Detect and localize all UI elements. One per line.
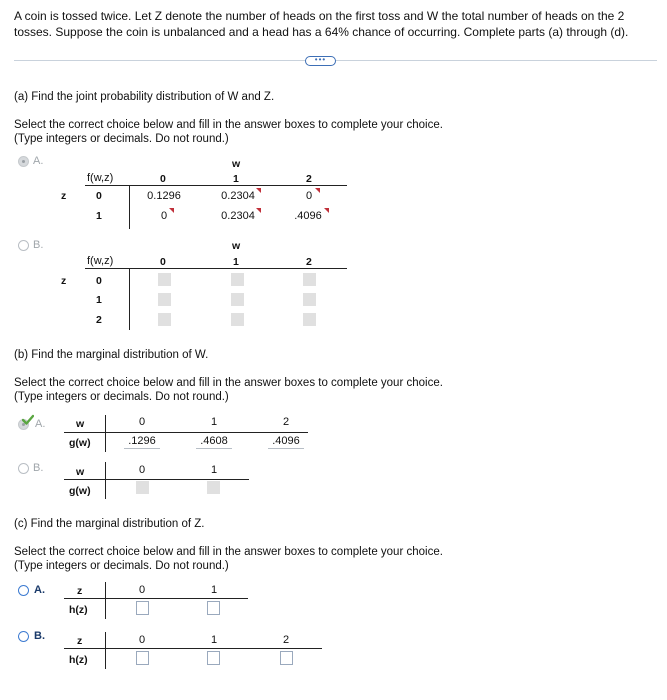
table-vrule — [105, 582, 106, 619]
part-a-instruction-2: (Type integers or decimals. Do not round.) — [14, 133, 229, 145]
part-b-option-b-radio[interactable] — [18, 463, 29, 474]
answer-value: 0 — [160, 210, 168, 222]
answer-cell[interactable] — [216, 209, 260, 223]
answer-value: 0 — [305, 190, 313, 202]
answer-value: 0.2304 — [221, 210, 255, 222]
part-b-instruction: Select the correct choice below and fill in the answer boxes to complete your choice. — [14, 377, 443, 389]
part-a-option-b-label: B. — [33, 239, 44, 251]
answer-box[interactable] — [231, 313, 244, 326]
w-value-0: 0 — [139, 416, 146, 428]
w-value-2: 2 — [306, 256, 312, 268]
answer-box[interactable] — [158, 313, 171, 326]
part-c-option-b-radio[interactable] — [18, 631, 29, 642]
part-b-option-a-label: A. — [35, 418, 46, 430]
answer-box[interactable] — [207, 651, 220, 665]
z-variable-label: z — [77, 585, 83, 597]
answer-box[interactable] — [158, 293, 171, 306]
part-b-option-b-label: B. — [33, 462, 44, 474]
z-value-2: 2 — [96, 314, 102, 326]
answer-value: .4096 — [272, 435, 300, 447]
w-value-0: 0 — [139, 464, 146, 476]
hz-label: h(z) — [69, 604, 88, 616]
part-a-instruction: Select the correct choice below and fill in the answer boxes to complete your choice. — [14, 119, 443, 131]
gw-label: g(w) — [69, 437, 91, 449]
answer-box[interactable] — [303, 293, 316, 306]
answer-cell[interactable] — [124, 434, 160, 449]
w-value-2: 2 — [283, 416, 290, 428]
part-a-option-a-radio[interactable] — [18, 156, 29, 167]
part-a-option-a-label: A. — [33, 155, 44, 167]
answer-box[interactable] — [303, 273, 316, 286]
z-value-0: 0 — [139, 584, 146, 596]
w-value-2: 2 — [306, 173, 312, 185]
part-c-option-b-label: B. — [34, 630, 45, 642]
z-value-1: 1 — [96, 210, 102, 222]
hz-label: h(z) — [69, 654, 88, 666]
answer-value: .1296 — [128, 435, 156, 447]
incorrect-flag — [256, 208, 261, 213]
answer-value: .4608 — [200, 435, 228, 447]
w-variable-label: w — [232, 158, 241, 170]
z-value-1: 1 — [211, 634, 218, 646]
gw-label: g(w) — [69, 485, 91, 497]
table-rule — [64, 432, 308, 433]
table-rule — [64, 648, 322, 649]
z-value-1: 1 — [211, 584, 218, 596]
table-vrule — [129, 185, 130, 229]
answer-cell[interactable] — [196, 434, 232, 449]
w-value-1: 1 — [233, 173, 239, 185]
table-rule — [64, 479, 249, 480]
incorrect-flag — [324, 208, 329, 213]
table-vrule — [129, 268, 130, 330]
incorrect-flag — [315, 188, 320, 193]
table-rule — [85, 268, 347, 269]
answer-box[interactable] — [303, 313, 316, 326]
answer-box[interactable] — [136, 601, 149, 615]
z-value-2: 2 — [283, 634, 290, 646]
more-options-button[interactable]: ••• — [305, 56, 336, 66]
answer-cell[interactable] — [142, 189, 186, 203]
w-value-1: 1 — [233, 256, 239, 268]
z-value-1: 1 — [96, 294, 102, 306]
answer-box[interactable] — [158, 273, 171, 286]
answer-box[interactable] — [136, 651, 149, 665]
z-value-0: 0 — [96, 275, 102, 287]
z-variable-label: z — [77, 635, 83, 647]
problem-line-2: tosses. Suppose the coin is unbalanced and a head has a 64% chance of occurring. Complete parts (a) through (d). — [14, 25, 629, 39]
part-a-option-b-radio[interactable] — [18, 240, 29, 251]
table-vrule — [105, 415, 106, 452]
w-value-1: 1 — [211, 464, 218, 476]
table-rule — [64, 598, 248, 599]
part-c-instruction: Select the correct choice below and fill in the answer boxes to complete your choice. — [14, 546, 443, 558]
answer-cell[interactable] — [299, 189, 319, 203]
answer-value: 0.2304 — [221, 190, 255, 202]
problem-statement — [14, 8, 654, 40]
z-variable-label: z — [61, 190, 67, 202]
part-b-instruction-2: (Type integers or decimals. Do not round.) — [14, 391, 229, 403]
w-value-0: 0 — [160, 256, 166, 268]
table-vrule — [105, 462, 106, 499]
table-rule — [85, 185, 347, 186]
w-variable-label: w — [76, 418, 85, 430]
part-b-title: (b) Find the marginal distribution of W. — [14, 349, 209, 361]
part-c-instruction-2: (Type integers or decimals. Do not round.) — [14, 560, 229, 572]
answer-box[interactable] — [231, 273, 244, 286]
answer-box[interactable] — [207, 601, 220, 615]
answer-box[interactable] — [231, 293, 244, 306]
answer-cell[interactable] — [155, 209, 173, 223]
correct-check-icon — [22, 414, 34, 426]
answer-cell[interactable] — [288, 209, 328, 223]
part-c-title: (c) Find the marginal distribution of Z. — [14, 518, 205, 530]
incorrect-flag — [169, 208, 174, 213]
answer-cell[interactable] — [268, 434, 304, 449]
part-a-title: (a) Find the joint probability distribution of W and Z. — [14, 91, 275, 103]
z-value-0: 0 — [96, 190, 102, 202]
answer-box[interactable] — [136, 481, 149, 494]
incorrect-flag — [256, 188, 261, 193]
w-variable-label: w — [232, 240, 241, 252]
w-value-0: 0 — [160, 173, 166, 185]
part-c-option-a-radio[interactable] — [18, 585, 29, 596]
z-value-0: 0 — [139, 634, 146, 646]
z-variable-label: z — [61, 275, 67, 287]
joint-header: f(w,z) — [87, 255, 114, 267]
answer-value: 0.1296 — [147, 190, 181, 202]
answer-cell[interactable] — [216, 189, 260, 203]
answer-value: .4096 — [294, 210, 322, 222]
w-value-1: 1 — [211, 416, 218, 428]
w-variable-label: w — [76, 466, 85, 478]
joint-header: f(w,z) — [87, 172, 114, 184]
answer-box[interactable] — [280, 651, 293, 665]
problem-line-1: A coin is tossed twice. Let Z denote the number of heads on the first toss and W the total number of heads on the 2 — [14, 9, 625, 23]
answer-box[interactable] — [207, 481, 220, 494]
part-c-option-a-label: A. — [34, 584, 45, 596]
table-vrule — [105, 632, 106, 669]
